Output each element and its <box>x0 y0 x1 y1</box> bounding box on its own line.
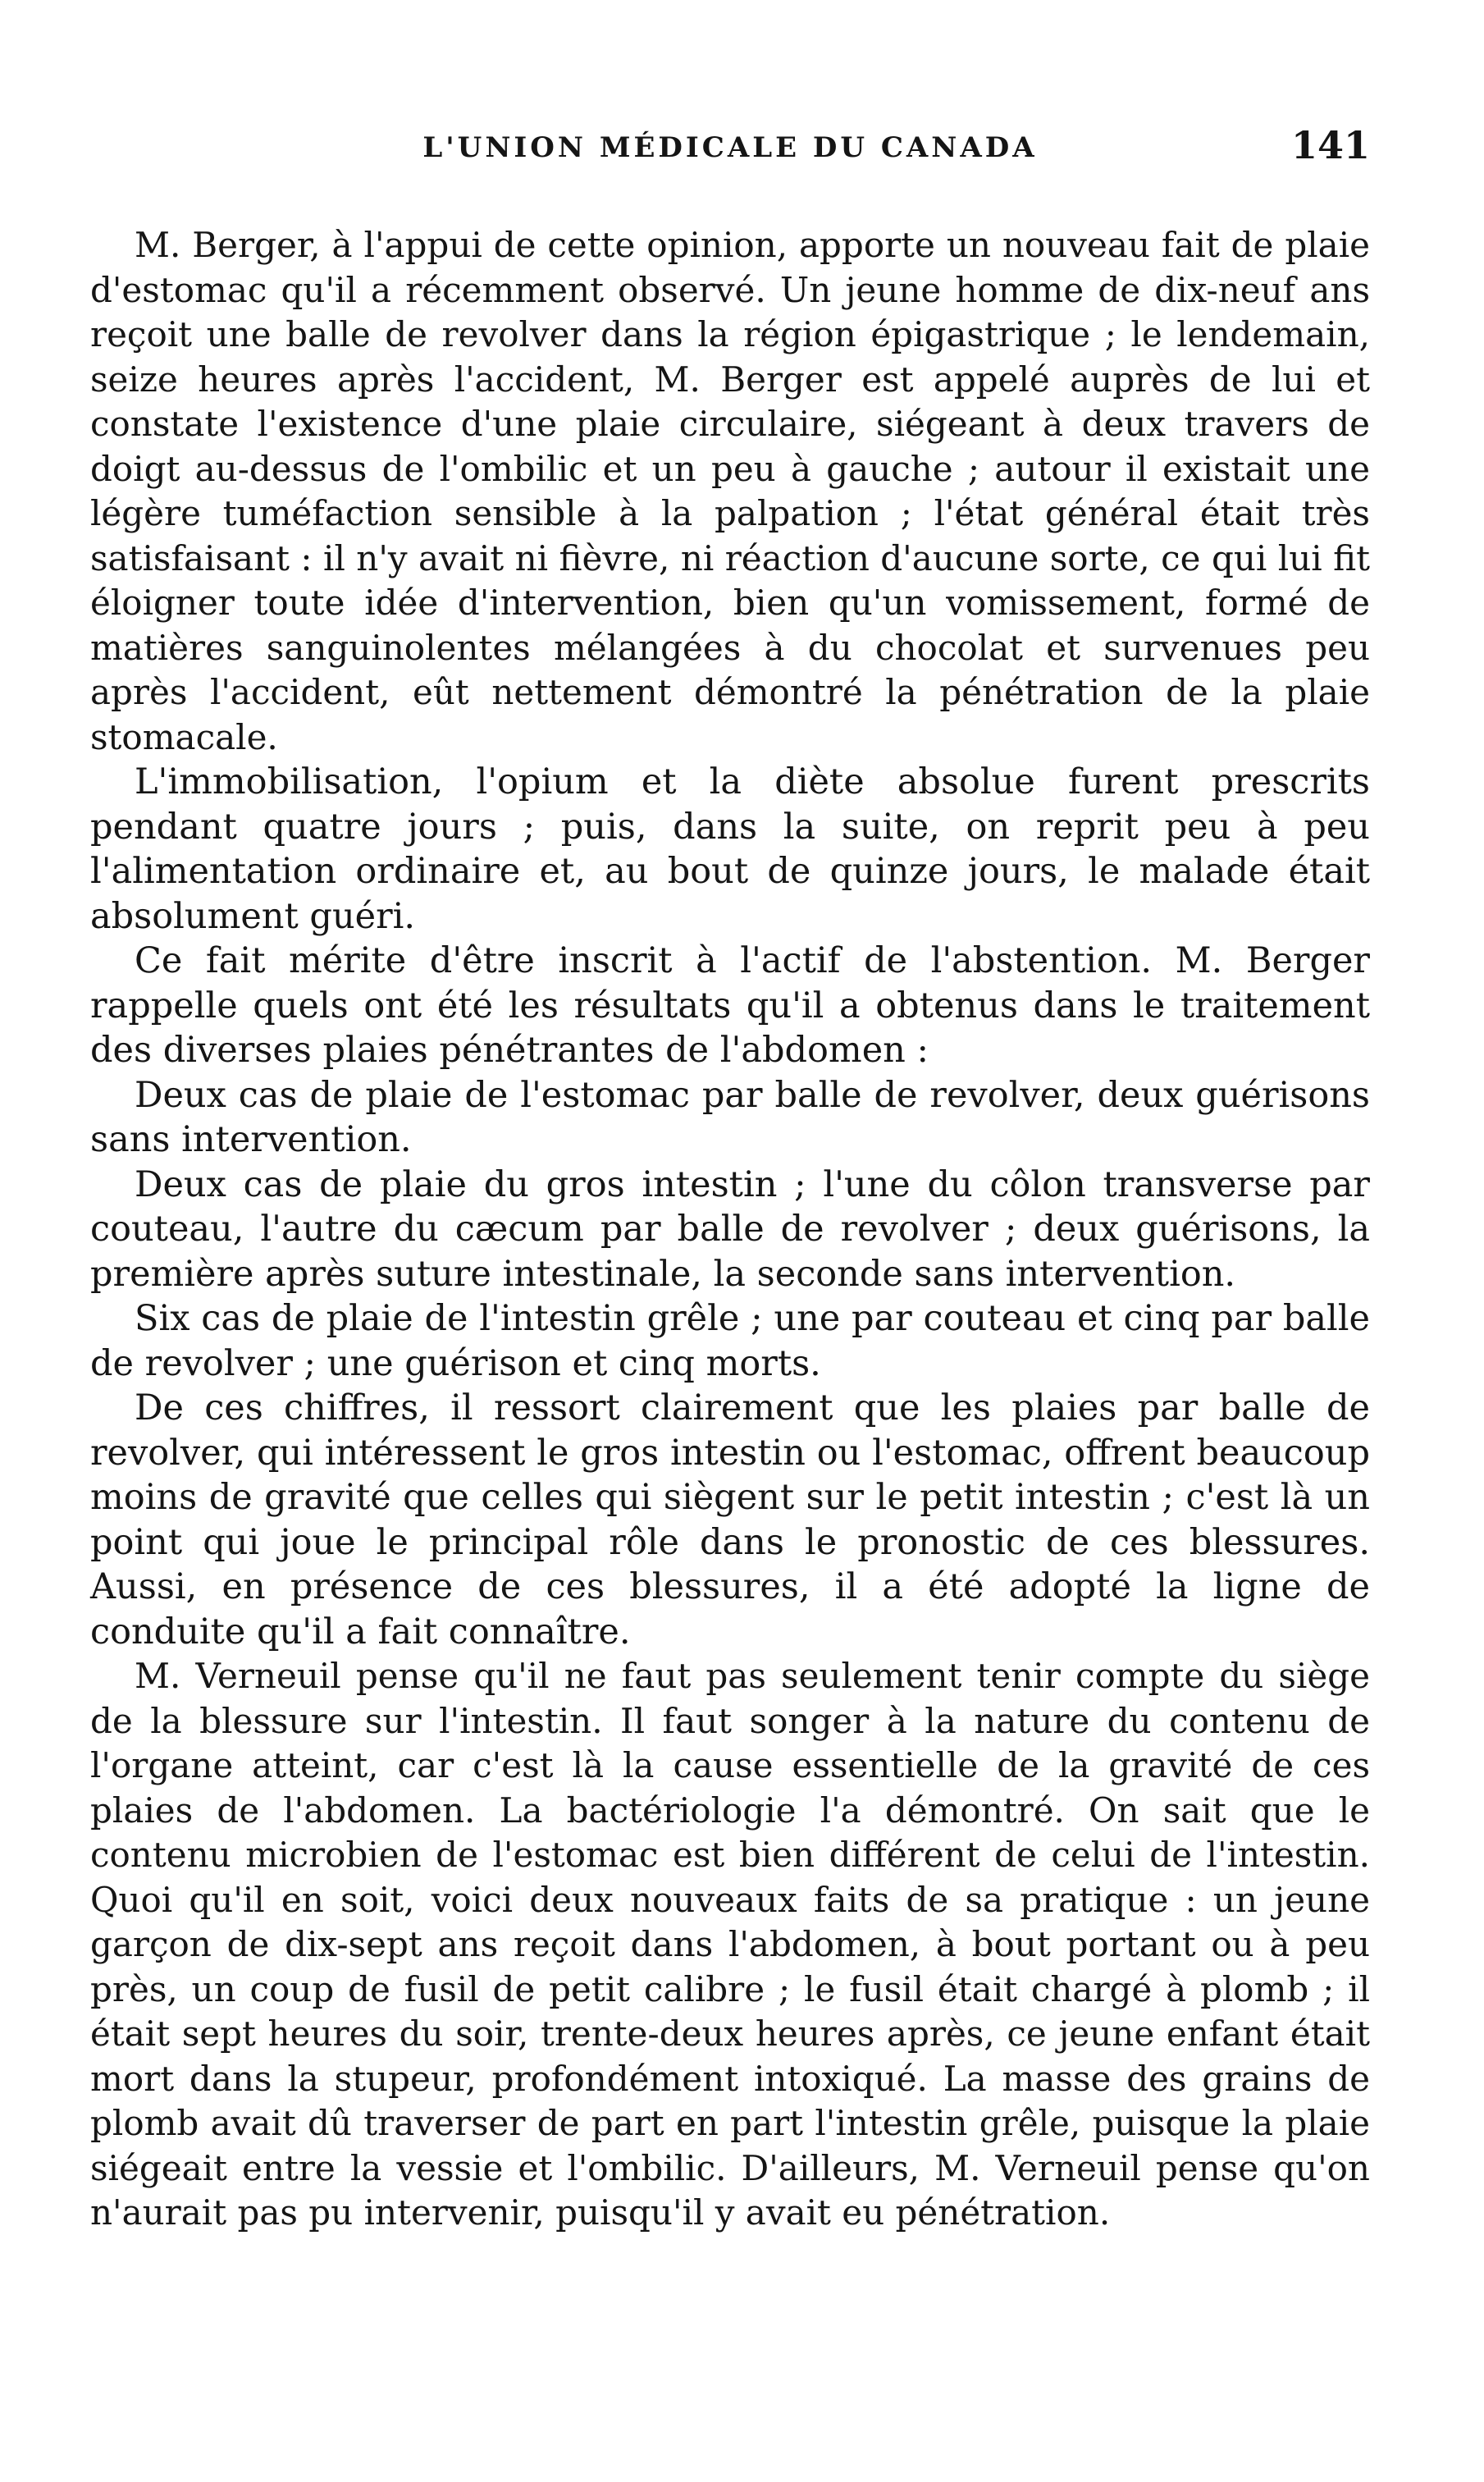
paragraph-berger-case: M. Berger, à l'appui de cette opinion, apporte un nouveau fait de plaie d'estomac qu'il a récemment observé. Un jeune homme de dix-neuf ans reçoit une balle de revolver dans la région épigastrique ; le lendemain, seize heures après l'accident, M. Berger est appelé auprès de lui et constate l'existence d'une plaie circulaire, siégeant à deux travers de doigt au-dessus de l'ombilic et un peu à gauche ; autour il existait une légère tuméfaction sensible à la palpation ; l'état général était très satisfaisant : il n'y avait ni fièvre, ni réaction d'aucune sorte, ce qui lui fit éloigner toute idée d'intervention, bien qu'un vomissement, formé de matières sanguinolentes mélangées à du chocolat et survenues peu après l'accident, eût nettement démontré la pénétration de la plaie stomacale. <box>90 225 1370 757</box>
paragraph-stomach-cases: Deux cas de plaie de l'estomac par balle de revolver, deux guérisons sans intervention. <box>90 1074 1370 1160</box>
article-body <box>90 223 1370 2236</box>
paragraph-abstention: Ce fait mérite d'être inscrit à l'actif de l'abstention. M. Berger rappelle quels ont été les résultats qu'il a obtenus dans le traitement des diverses plaies pénétrantes de l'abdomen : <box>90 940 1370 1071</box>
book-page <box>90 123 1370 2236</box>
paragraph-verneuil: M. Verneuil pense qu'il ne faut pas seulement tenir compte du siège de la blessure sur l'intestin. Il faut songer à la nature du contenu de l'organe atteint, car c'est là la cause essentielle de la gravité de ces plaies de l'abdomen. La bactériologie l'a démontré. On sait que le contenu microbien de l'estomac est bien différent de celui de l'intestin. Quoi qu'il en soit, voici deux nouveaux faits de sa pratique : un jeune garçon de dix-sept ans reçoit dans l'abdomen, à bout portant ou à peu près, un coup de fusil de petit calibre ; le fusil était chargé à plomb ; il était sept heures du soir, trente-deux heures après, ce jeune enfant était mort dans la stupeur, profondément intoxiqué. La masse des grains de plomb avait dû traverser de part en part l'intestin grêle, puisque la plaie siégeait entre la vessie et l'ombilic. D'ailleurs, M. Verneuil pense qu'on n'aurait pas pu intervenir, puisqu'il y avait eu pénétration. <box>90 1656 1370 2233</box>
paragraph-large-intestine-cases: Deux cas de plaie du gros intestin ; l'une du côlon transverse par couteau, l'autre du cæcum par balle de revolver ; deux guérisons, la première après suture intestinale, la seconde sans intervention. <box>90 1163 1370 1295</box>
journal-title: L'UNION MÉDICALE DU CANADA <box>422 131 1038 164</box>
running-head <box>90 123 1370 181</box>
paragraph-conclusion: De ces chiffres, il ressort clairement que les plaies par balle de revolver, qui intéressent le gros intestin ou l'estomac, offrent beaucoup moins de gravité que celles qui siègent sur le petit intestin ; c'est là un point qui joue le principal rôle dans le pronostic de ces blessures. Aussi, en présence de ces blessures, il a été adopté la ligne de conduite qu'il a fait connaître. <box>90 1387 1370 1652</box>
page-number: 141 <box>1290 123 1370 167</box>
paragraph-small-intestine-cases: Six cas de plaie de l'intestin grêle ; une par couteau et cinq par balle de revolver ; une guérison et cinq morts. <box>90 1298 1370 1384</box>
paragraph-treatment: L'immobilisation, l'opium et la diète absolue furent prescrits pendant quatre jours ; puis, dans la suite, on reprit peu à peu l'alimentation ordinaire et, au bout de quinze jours, le malade était absolument guéri. <box>90 761 1370 937</box>
